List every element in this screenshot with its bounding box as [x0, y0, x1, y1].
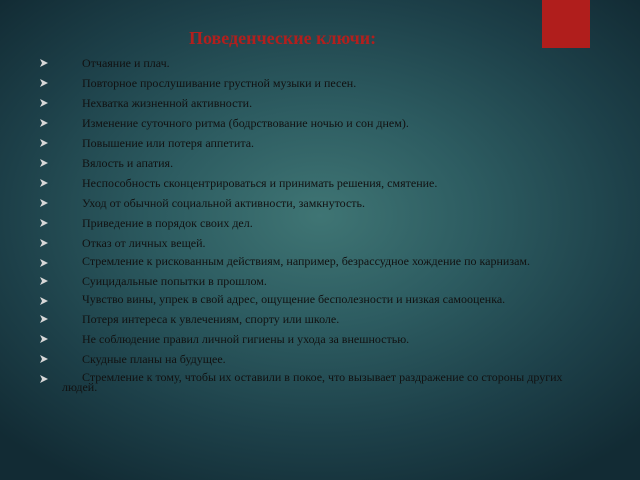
- arrow-bullet-icon: [40, 139, 48, 147]
- list-item-text: Стремление к рискованным действиям, например, безрассудное хождение по карнизам.: [82, 254, 531, 268]
- list-item: [40, 352, 600, 366]
- list-item-text: Отказ от личных вещей.: [82, 236, 206, 250]
- list-item-text: Изменение суточного ритма (бодрствование ночью и сон днем).: [82, 116, 409, 130]
- bullet-list: [40, 56, 600, 400]
- list-item: [40, 216, 600, 230]
- list-item: [40, 372, 600, 392]
- list-item: [40, 96, 600, 110]
- list-item: [40, 56, 600, 70]
- arrow-bullet-icon: [40, 59, 48, 67]
- list-item-text: Суицидальные попытки в прошлом.: [82, 274, 267, 288]
- list-item-text: Не соблюдение правил личной гигиены и ухода за внешностью.: [82, 332, 410, 346]
- arrow-bullet-icon: [40, 79, 48, 87]
- list-item: [40, 274, 600, 288]
- list-item-text: Нехватка жизненной активности.: [82, 96, 253, 110]
- arrow-bullet-icon: [40, 219, 48, 227]
- arrow-bullet-icon: [40, 335, 48, 343]
- arrow-bullet-icon: [40, 355, 48, 363]
- list-item: [40, 156, 600, 170]
- list-item: [40, 76, 600, 90]
- list-item: [40, 332, 600, 346]
- list-item-text: Повторное прослушивание грустной музыки и песен.: [82, 76, 357, 90]
- arrow-bullet-icon: [40, 315, 48, 323]
- slide-title: Поведенческие ключи:: [189, 28, 377, 48]
- list-item-text: Скудные планы на будущее.: [82, 352, 226, 366]
- arrow-bullet-icon: [40, 259, 48, 267]
- arrow-bullet-icon: [40, 277, 48, 285]
- arrow-bullet-icon: [40, 375, 48, 383]
- list-item: [40, 256, 600, 266]
- arrow-bullet-icon: [40, 159, 48, 167]
- list-item: [40, 294, 600, 304]
- list-item-text: Вялость и апатия.: [82, 156, 174, 170]
- arrow-bullet-icon: [40, 119, 48, 127]
- list-item: [40, 312, 600, 326]
- list-item: [40, 136, 600, 150]
- arrow-bullet-icon: [40, 199, 48, 207]
- arrow-bullet-icon: [40, 99, 48, 107]
- arrow-bullet-icon: [40, 239, 48, 247]
- arrow-bullet-icon: [40, 297, 48, 305]
- accent-bar: [542, 0, 590, 48]
- list-item-text: Потеря интереса к увлечениям, спорту или школе.: [82, 312, 340, 326]
- list-item: [40, 236, 600, 250]
- list-item-text: Чувство вины, упрек в свой адрес, ощущение бесполезности и низкая самооценка.: [82, 292, 506, 306]
- list-item-text: Отчаяние и плач.: [82, 56, 170, 70]
- list-item: [40, 116, 600, 130]
- list-item-text: Уход от обычной социальной активности, замкнутость.: [82, 196, 366, 210]
- list-item-text: Повышение или потеря аппетита.: [82, 136, 255, 150]
- list-item: [40, 176, 600, 190]
- list-item: [40, 196, 600, 210]
- arrow-bullet-icon: [40, 179, 48, 187]
- list-item-text: Приведение в порядок своих дел.: [82, 216, 253, 230]
- list-item-text: Стремление к тому, чтобы их оставили в покое, что вызывает раздражение со стороны других людей.: [62, 370, 563, 394]
- list-item-text: Неспособность сконцентрироваться и принимать решения, смятение.: [82, 176, 438, 190]
